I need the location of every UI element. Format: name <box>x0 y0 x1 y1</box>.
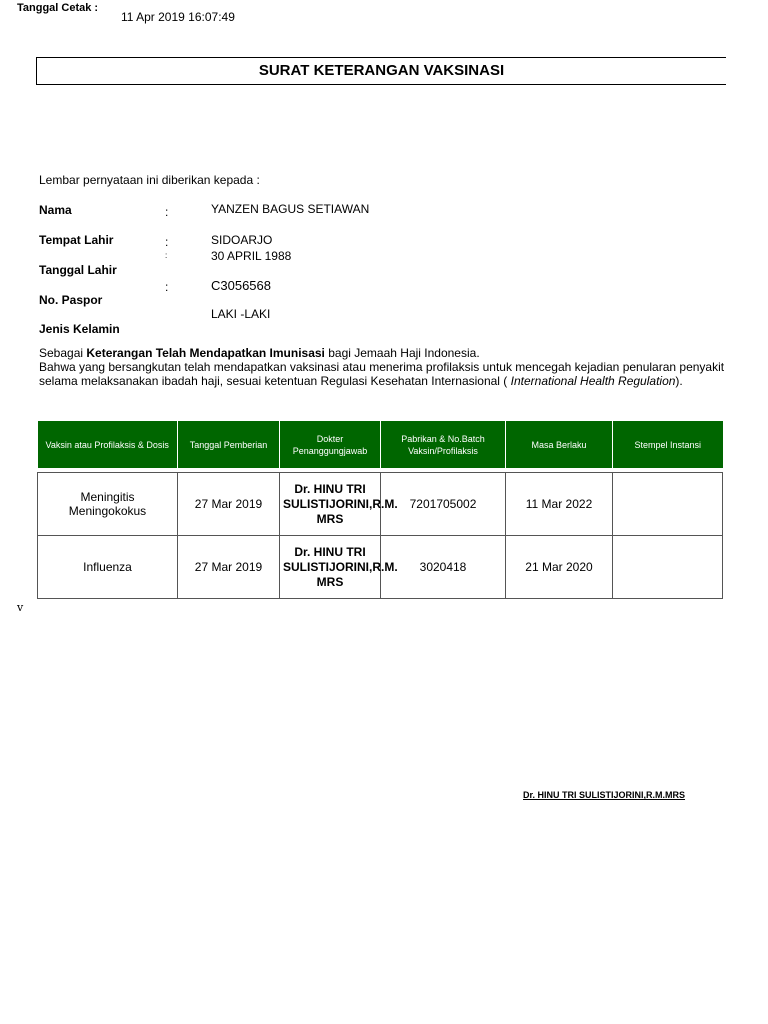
cell-stempel <box>613 536 723 599</box>
stray-mark: v <box>17 601 24 614</box>
table-row <box>38 473 723 536</box>
tanggal-lahir-colon: : <box>165 251 168 260</box>
header-tanggal: Tanggal Pemberian <box>178 421 280 468</box>
cell-vaksin: Meningitis Meningokokus <box>38 473 178 536</box>
cell-tanggal: 27 Mar 2019 <box>178 536 280 599</box>
table-row <box>38 536 723 599</box>
header-dokter: Dokter Penanggungjawab <box>280 421 381 468</box>
cell-batch: 7201705002 <box>381 473 506 536</box>
print-date-label: Tanggal Cetak : <box>17 2 99 14</box>
cell-vaksin: Influenza <box>38 536 178 599</box>
tanggal-lahir-value: 30 APRIL 1988 <box>211 249 292 263</box>
nama-value: YANZEN BAGUS SETIAWAN <box>211 202 370 216</box>
kelamin-value: LAKI -LAKI <box>211 307 271 321</box>
statement-line1: Sebagai Keterangan Telah Mendapatkan Imunisasi bagi Jemaah Haji Indonesia. <box>39 346 480 360</box>
title-box <box>36 57 726 85</box>
cell-tanggal: 27 Mar 2019 <box>178 473 280 536</box>
doctor-signature-name: Dr. HINU TRI SULISTIJORINI,R.M.MRS <box>523 790 686 800</box>
cell-stempel <box>613 473 723 536</box>
cell-berlaku: 21 Mar 2020 <box>506 536 613 599</box>
tanggal-lahir-label: Tanggal Lahir <box>39 263 117 277</box>
vaccination-table <box>37 421 723 599</box>
paspor-colon: : <box>165 280 169 294</box>
header-batch: Pabrikan & No.Batch Vaksin/Profilaksis <box>381 421 506 468</box>
cell-berlaku: 11 Mar 2022 <box>506 473 613 536</box>
print-date-value: 11 Apr 2019 16:07:49 <box>121 10 235 24</box>
nama-colon: : <box>165 205 169 219</box>
cell-batch: 3020418 <box>381 536 506 599</box>
intro-text: Lembar pernyataan ini diberikan kepada : <box>39 173 260 187</box>
tempat-lahir-colon: : <box>165 235 169 249</box>
statement-paragraph <box>39 346 729 388</box>
kelamin-label: Jenis Kelamin <box>39 322 120 336</box>
header-berlaku: Masa Berlaku <box>506 421 613 468</box>
paspor-label: No. Paspor <box>39 293 103 307</box>
tempat-lahir-label: Tempat Lahir <box>39 233 114 247</box>
header-vaksin: Vaksin atau Profilaksis & Dosis <box>38 421 178 468</box>
cell-dokter: Dr. HINU TRI SULISTIJORINI,R.M. MRS <box>280 536 381 599</box>
cell-dokter: Dr. HINU TRI SULISTIJORINI,R.M. MRS <box>280 473 381 536</box>
nama-label: Nama <box>39 203 72 217</box>
table-header-row <box>38 421 723 468</box>
tempat-lahir-value: SIDOARJO <box>211 233 273 247</box>
header-stempel: Stempel Instansi <box>613 421 723 468</box>
statement-line2: Bahwa yang bersangkutan telah mendapatkan vaksinasi atau menerima profilaksis untuk mencegah kejadian penularan penyakit selama melaksanakan ibadah haji, sesuai ketentuan Regulasi Kesehatan Internasional ( International Health Regulation). <box>39 360 725 388</box>
paspor-value: C3056568 <box>211 278 271 293</box>
document-title: SURAT KETERANGAN VAKSINASI <box>258 62 505 79</box>
